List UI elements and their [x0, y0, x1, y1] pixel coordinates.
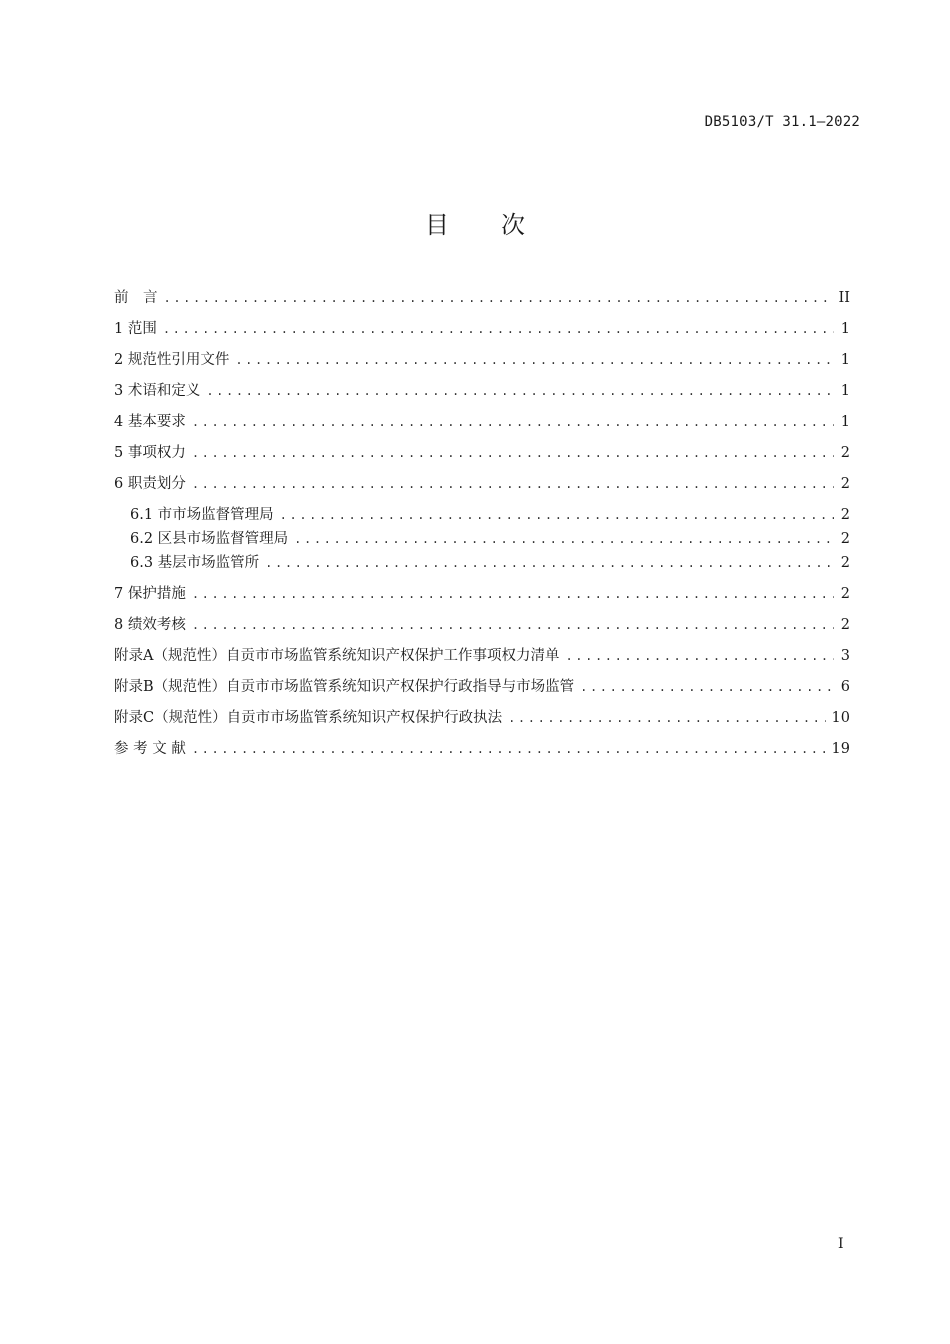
toc-entry[interactable]	[114, 441, 850, 472]
toc-dot-leader	[565, 644, 834, 668]
toc-entry-page: 2	[840, 476, 850, 492]
toc-entry-label: 6.2 区县市场监督管理局	[130, 531, 289, 547]
toc-entry-page: 1	[840, 414, 850, 430]
toc-entry-label: 3 术语和定义	[114, 383, 201, 399]
toc-entry[interactable]	[114, 472, 850, 503]
toc-entry[interactable]	[114, 551, 850, 582]
toc-dot-leader	[235, 348, 834, 372]
toc-entry-page: II	[838, 290, 850, 306]
toc-title-char-2: 次	[501, 211, 525, 239]
toc-dot-leader	[265, 551, 834, 575]
toc-dot-leader	[192, 441, 834, 465]
toc-entry-page: 2	[840, 507, 850, 523]
toc-dot-leader	[280, 503, 834, 527]
toc-dot-leader	[580, 675, 834, 699]
toc-entry-page: 1	[840, 321, 850, 337]
toc-entry-label: 附录A（规范性）自贡市市场监管系统知识产权保护工作事项权力清单	[114, 648, 560, 664]
toc-entry-page: 1	[840, 352, 850, 368]
toc-entry-page: 2	[840, 617, 850, 633]
toc-entry-page: 2	[840, 531, 850, 547]
toc-entry[interactable]	[114, 706, 850, 737]
toc-entry[interactable]	[114, 317, 850, 348]
toc-entry-label: 前 言	[114, 290, 158, 306]
toc-entry-page: 19	[831, 741, 850, 757]
toc-dot-leader	[164, 286, 833, 310]
toc-list	[114, 286, 850, 768]
page-number: I	[838, 1236, 844, 1252]
toc-title-char-1: 目	[425, 211, 449, 239]
toc-entry-page: 10	[831, 710, 850, 726]
toc-entry-label: 8 绩效考核	[114, 617, 186, 633]
toc-entry-label: 附录B（规范性）自贡市市场监管系统知识产权保护行政指导与市场监管	[114, 679, 575, 695]
toc-entry[interactable]	[114, 675, 850, 706]
toc-entry-label: 6 职责划分	[114, 476, 186, 492]
toc-entry[interactable]	[114, 582, 850, 613]
toc-entry[interactable]	[114, 410, 850, 441]
toc-dot-leader	[294, 527, 834, 551]
toc-entry-label: 6.1 市市场监督管理局	[130, 507, 274, 523]
toc-entry-label: 1 范围	[114, 321, 157, 337]
toc-dot-leader	[206, 379, 834, 403]
toc-entry-label: 附录C（规范性）自贡市市场监管系统知识产权保护行政执法	[114, 710, 503, 726]
toc-entry-page: 2	[840, 555, 850, 571]
toc-entry-page: 2	[840, 586, 850, 602]
toc-entry[interactable]	[114, 348, 850, 379]
toc-entry[interactable]	[114, 503, 850, 527]
toc-entry[interactable]	[114, 613, 850, 644]
toc-entry-label: 7 保护措施	[114, 586, 186, 602]
toc-entry-label: 6.3 基层市场监管所	[130, 555, 260, 571]
toc-dot-leader	[192, 613, 834, 637]
toc-entry-page: 1	[840, 383, 850, 399]
toc-dot-leader	[508, 706, 825, 730]
toc-dot-leader	[192, 737, 826, 761]
toc-entry-label: 5 事项权力	[114, 445, 186, 461]
toc-entry[interactable]	[114, 527, 850, 551]
toc-entry[interactable]	[114, 286, 850, 317]
toc-entry[interactable]	[114, 644, 850, 675]
toc-dot-leader	[163, 317, 834, 341]
toc-dot-leader	[192, 582, 834, 606]
toc-entry-label: 4 基本要求	[114, 414, 186, 430]
toc-entry-page: 6	[840, 679, 850, 695]
toc-entry[interactable]	[114, 379, 850, 410]
document-code: DB5103/T 31.1—2022	[704, 114, 860, 130]
toc-entry-label: 2 规范性引用文件	[114, 352, 230, 368]
toc-entry[interactable]	[114, 737, 850, 768]
toc-dot-leader	[192, 472, 834, 496]
toc-entry-label: 参 考 文 献	[114, 741, 186, 757]
toc-entry-page: 3	[840, 648, 850, 664]
toc-title	[0, 205, 950, 240]
toc-entry-page: 2	[840, 445, 850, 461]
toc-dot-leader	[192, 410, 834, 434]
